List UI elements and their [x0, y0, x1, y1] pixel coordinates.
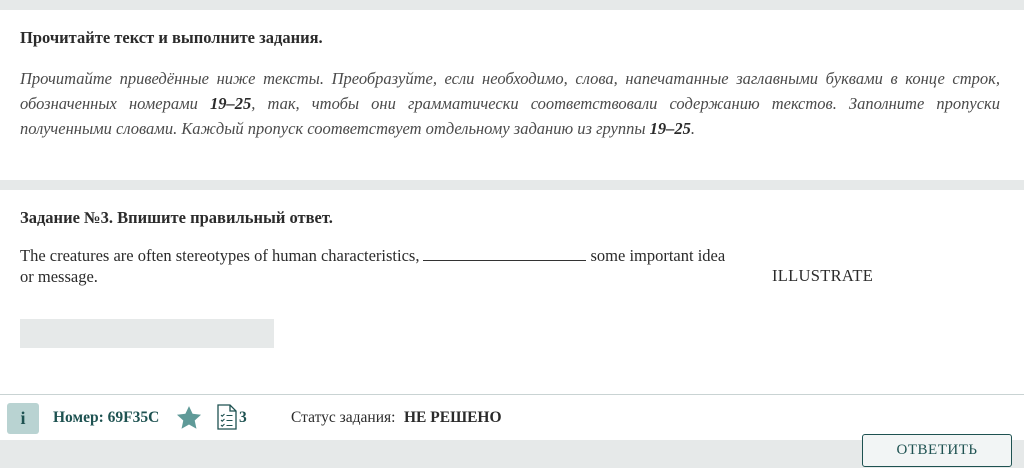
document-count: 3 — [239, 409, 247, 426]
task-number: Номер: 69F35C — [53, 409, 160, 426]
status-value: НЕ РЕШЕНО — [404, 409, 502, 426]
info-button[interactable] — [7, 403, 39, 434]
task-panel — [0, 190, 1024, 394]
star-icon[interactable] — [175, 404, 203, 432]
answer-input[interactable] — [20, 319, 274, 348]
instructions-panel — [0, 10, 1024, 180]
instructions-text: Прочитайте приведённые ниже тексты. Преобразуйте, если необходимо, слова, напечатанные заглавными буквами в конце строк, обозначенных номерами 19–25, так, чтобы они грамматически соответствовали содержанию текстов. Заполните пропуски полученными словами. Каждый пропуск соответствует отдельному заданию из группы 19–25. — [20, 69, 1000, 138]
instructions-heading: Прочитайте текст и выполните задания. — [20, 28, 323, 47]
info-icon: i — [20, 408, 26, 428]
status-label: Статус задания: — [291, 409, 396, 426]
task-sentence: The creatures are often stereotypes of human characteristics, some important idea or message. — [20, 246, 726, 286]
sentence-blank — [423, 247, 586, 261]
document-icon[interactable] — [216, 404, 238, 430]
keyword-label: ILLUSTRATE — [772, 266, 874, 285]
task-heading: Задание №3. Впишите правильный ответ. — [20, 208, 333, 227]
submit-answer-button[interactable]: ОТВЕТИТЬ — [862, 434, 1012, 467]
